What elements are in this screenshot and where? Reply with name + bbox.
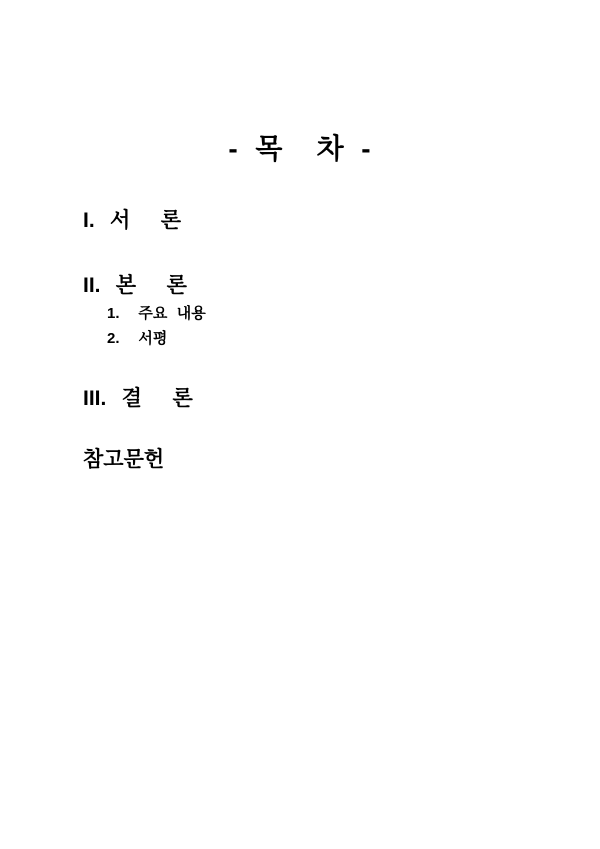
toc-entry-references: 참고문헌 [83, 448, 165, 471]
toc-entry-introduction: I. 서 론 [83, 209, 182, 232]
toc-entry-conclusion: III. 결 론 [83, 387, 193, 410]
toc-title: - 목 차 - [228, 133, 372, 164]
toc-entry-body: II. 본 론 [83, 274, 187, 297]
toc-subentry-main-content: 1. 주요 내용 [107, 305, 206, 322]
toc-subentry-review: 2. 서평 [107, 330, 168, 347]
